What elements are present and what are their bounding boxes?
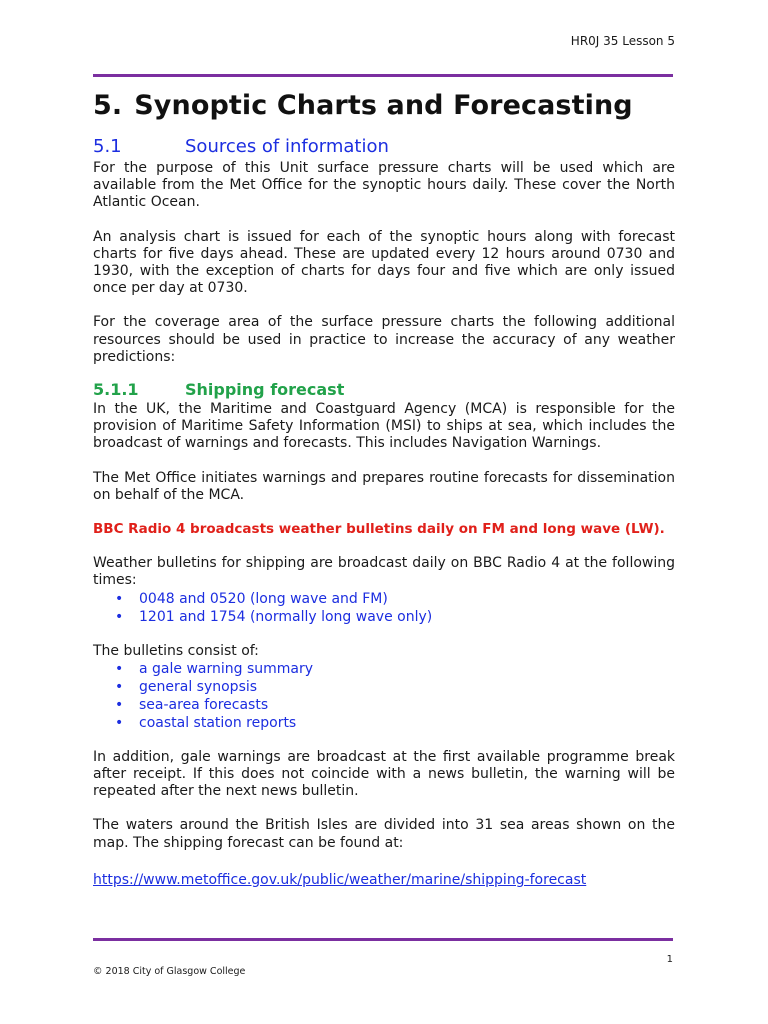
subsection-heading — [93, 379, 675, 401]
footer-divider — [93, 938, 673, 941]
bullet-icon: • — [115, 678, 124, 695]
list-item: • coastal station reports — [115, 714, 297, 731]
bullet-icon: • — [115, 660, 124, 677]
list-item: • sea-area forecasts — [115, 696, 269, 713]
paragraph: The Met Office initiates warnings and prepares routine forecasts for dissemination on behalf of the MCA. — [93, 469, 675, 503]
chapter-title — [93, 84, 675, 128]
paragraph: The waters around the British Isles are divided into 31 sea areas shown on the map. The shipping forecast can be found at: — [93, 817, 675, 851]
bullet-icon: • — [115, 608, 124, 625]
page-number: 1 — [666, 954, 673, 965]
header-divider — [93, 74, 673, 77]
section-heading-text: Sources of information — [185, 136, 389, 157]
section-heading — [93, 134, 675, 160]
section-number: 5.1 — [93, 136, 122, 157]
paragraph: For the coverage area of the surface pressure charts the following additional resources should be used in practice to increase the accuracy of any weather predictions: — [93, 314, 675, 365]
highlight-notice: BBC Radio 4 broadcasts weather bulletins daily on FM and long wave (LW). — [93, 521, 665, 538]
paragraph: Weather bulletins for shipping are broadcast daily on BBC Radio 4 at the following times: — [93, 555, 675, 589]
copyright-notice: © 2018 City of Glasgow College — [93, 966, 246, 977]
chapter-number: 5. — [93, 90, 123, 121]
page-content — [93, 84, 675, 889]
list-item: • 1201 and 1754 (normally long wave only) — [115, 608, 433, 625]
shipping-forecast-link[interactable]: https://www.metoffice.gov.uk/public/weather/marine/shipping-forecast — [93, 871, 587, 888]
list-item: • general synopsis — [115, 678, 258, 695]
paragraph: An analysis chart is issued for each of the synoptic hours along with forecast charts for five days ahead. These are updated every 12 hours around 0730 and 1930, with the exception of charts for days four and five which are only issued once per day at 0730. — [93, 228, 675, 297]
bullet-icon: • — [115, 714, 124, 731]
list-item: • 0048 and 0520 (long wave and FM) — [115, 590, 388, 607]
paragraph: The bulletins consist of: — [93, 642, 259, 659]
paragraph: In addition, gale warnings are broadcast at the first available programme break after receipt. If this does not coincide with a news bulletin, the warning will be repeated after the next news bulletin. — [93, 748, 675, 800]
document-reference: HR0J 35 Lesson 5 — [570, 34, 675, 48]
paragraph: In the UK, the Maritime and Coastguard Agency (MCA) is responsible for the provision of Maritime Safety Information (MSI) to ships at sea, which includes the broadcast of warnings and forecasts. This includes Navigation Warnings. — [93, 401, 675, 452]
bulletins-list — [93, 660, 675, 732]
subsection-heading-text: Shipping forecast — [185, 380, 345, 400]
bullet-icon: • — [115, 590, 124, 607]
chapter-title-text: Synoptic Charts and Forecasting — [134, 90, 633, 121]
subsection-number: 5.1.1 — [93, 380, 139, 400]
list-item: • a gale warning summary — [115, 660, 314, 677]
bullet-icon: • — [115, 696, 124, 713]
broadcast-times-list — [93, 590, 675, 626]
paragraph: For the purpose of this Unit surface pressure charts will be used which are available from the Met Office for the synoptic hours daily. These cover the North Atlantic Ocean. — [93, 160, 675, 211]
